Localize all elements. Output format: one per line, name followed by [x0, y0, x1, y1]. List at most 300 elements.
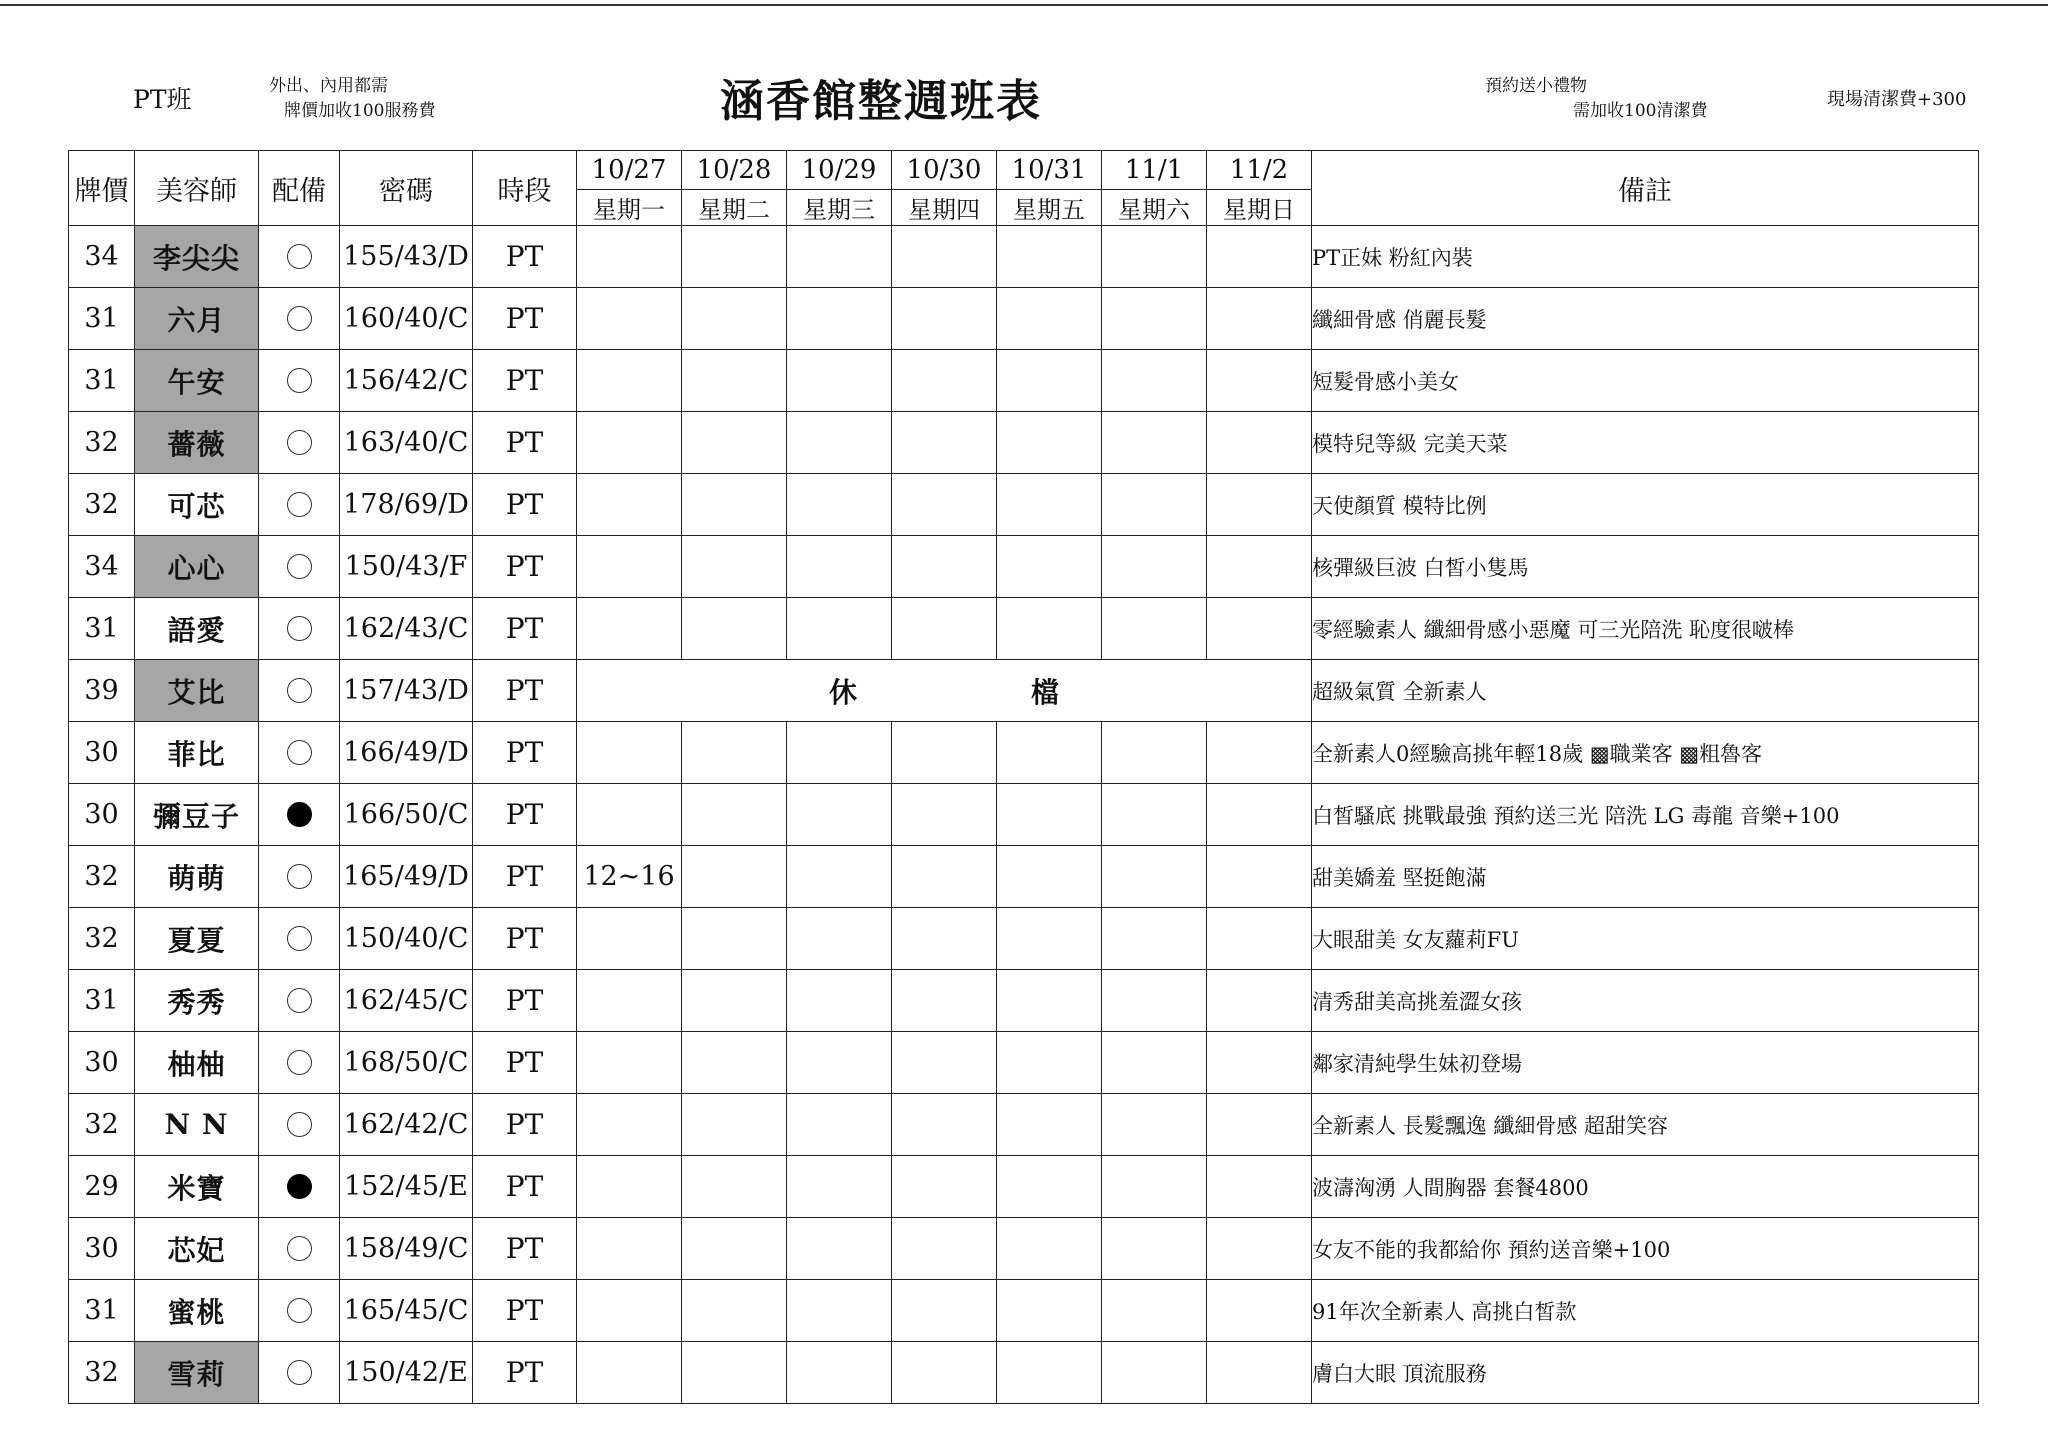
open-circle-icon — [287, 926, 312, 951]
col-header-date: 11/2 — [1207, 151, 1312, 190]
schedule-cell — [892, 970, 997, 1032]
schedule-cell — [577, 536, 682, 598]
code-cell: 165/49/D — [340, 846, 473, 908]
schedule-cell — [1207, 350, 1312, 412]
equip-cell — [259, 350, 340, 412]
code-cell: 150/40/C — [340, 908, 473, 970]
equip-cell — [259, 660, 340, 722]
stylist-name-cell: 六月 — [135, 288, 259, 350]
schedule-cell — [892, 474, 997, 536]
note-cell: 波濤洶湧 人間胸器 套餐4800 — [1312, 1156, 1979, 1218]
price-cell: 32 — [69, 908, 135, 970]
price-cell: 32 — [69, 846, 135, 908]
schedule-cell — [682, 288, 787, 350]
table-row — [69, 660, 1979, 722]
open-circle-icon — [287, 1112, 312, 1137]
rest-label: 檔 — [1031, 675, 1060, 709]
top-border-line — [0, 4, 2048, 6]
stylist-name-cell: 萌萌 — [135, 846, 259, 908]
note-cell: PT正妹 粉紅內裝 — [1312, 226, 1979, 288]
schedule-cell — [892, 412, 997, 474]
stylist-name-cell: N N — [135, 1094, 259, 1156]
code-cell: 163/40/C — [340, 412, 473, 474]
code-cell: 152/45/E — [340, 1156, 473, 1218]
schedule-cell — [997, 1094, 1102, 1156]
schedule-cell — [997, 784, 1102, 846]
col-header-date: 10/28 — [682, 151, 787, 190]
equip-cell — [259, 784, 340, 846]
note-cell: 女友不能的我都給你 預約送音樂+100 — [1312, 1218, 1979, 1280]
open-circle-icon — [287, 1236, 312, 1261]
schedule-cell — [577, 288, 682, 350]
schedule-cell — [577, 1032, 682, 1094]
stylist-name-cell: 芯妃 — [135, 1218, 259, 1280]
equip-cell — [259, 598, 340, 660]
table-row — [69, 1094, 1979, 1156]
schedule-cell — [997, 536, 1102, 598]
schedule-cell: 12~16 — [577, 846, 682, 908]
schedule-cell — [682, 1280, 787, 1342]
note-cell: 鄰家清純學生妹初登場 — [1312, 1032, 1979, 1094]
schedule-cell — [577, 722, 682, 784]
schedule-cell — [997, 1032, 1102, 1094]
schedule-cell — [787, 288, 892, 350]
schedule-cell — [787, 846, 892, 908]
schedule-cell — [787, 1032, 892, 1094]
equip-cell — [259, 1156, 340, 1218]
schedule-cell — [1207, 1032, 1312, 1094]
gift-note-line2: 需加收100清潔費 — [1573, 101, 1708, 121]
code-cell: 155/43/D — [340, 226, 473, 288]
slot-cell: PT — [473, 1094, 577, 1156]
schedule-cell — [892, 226, 997, 288]
price-cell: 39 — [69, 660, 135, 722]
gift-note-line1: 預約送小禮物 — [1485, 76, 1587, 96]
schedule-cell — [577, 970, 682, 1032]
note-cell: 清秀甜美高挑羞澀女孩 — [1312, 970, 1979, 1032]
equip-cell — [259, 474, 340, 536]
slot-cell: PT — [473, 1156, 577, 1218]
schedule-cell — [577, 1156, 682, 1218]
code-cell: 178/69/D — [340, 474, 473, 536]
price-cell: 30 — [69, 1032, 135, 1094]
schedule-cell — [892, 350, 997, 412]
schedule-cell — [682, 908, 787, 970]
schedule-cell — [1102, 1280, 1207, 1342]
schedule-cell — [682, 1032, 787, 1094]
stylist-name-cell: 米寶 — [135, 1156, 259, 1218]
schedule-cell — [1102, 846, 1207, 908]
schedule-cell — [787, 722, 892, 784]
col-header-date: 11/1 — [1102, 151, 1207, 190]
schedule-cell — [892, 908, 997, 970]
schedule-cell — [1207, 908, 1312, 970]
schedule-cell — [1102, 226, 1207, 288]
open-circle-icon — [287, 988, 312, 1013]
table-row — [69, 412, 1979, 474]
open-circle-icon — [287, 1360, 312, 1385]
schedule-cell — [892, 1218, 997, 1280]
open-circle-icon — [287, 244, 312, 269]
schedule-cell — [1102, 722, 1207, 784]
slot-cell: PT — [473, 660, 577, 722]
equip-cell — [259, 846, 340, 908]
col-header-weekday: 星期三 — [787, 190, 892, 226]
schedule-cell — [1102, 970, 1207, 1032]
schedule-cell — [892, 598, 997, 660]
schedule-cell — [682, 536, 787, 598]
roster-body — [69, 226, 1979, 1404]
price-cell: 30 — [69, 784, 135, 846]
price-cell: 31 — [69, 1280, 135, 1342]
table-row — [69, 846, 1979, 908]
note-cell: 超級氣質 全新素人 — [1312, 660, 1979, 722]
schedule-cell — [1207, 536, 1312, 598]
roster-header — [69, 151, 1979, 226]
slot-cell: PT — [473, 846, 577, 908]
open-circle-icon — [287, 492, 312, 517]
equip-cell — [259, 288, 340, 350]
stylist-name-cell: 薔薇 — [135, 412, 259, 474]
col-header-code: 密碼 — [340, 151, 473, 226]
schedule-cell — [997, 598, 1102, 660]
price-cell: 31 — [69, 970, 135, 1032]
note-cell: 膚白大眼 頂流服務 — [1312, 1342, 1979, 1404]
price-cell: 32 — [69, 474, 135, 536]
schedule-cell — [892, 1032, 997, 1094]
price-cell: 31 — [69, 598, 135, 660]
schedule-cell — [1102, 1032, 1207, 1094]
schedule-cell — [997, 474, 1102, 536]
schedule-cell — [997, 970, 1102, 1032]
schedule-cell — [1207, 784, 1312, 846]
schedule-cell — [1207, 846, 1312, 908]
code-cell: 162/43/C — [340, 598, 473, 660]
note-cell: 天使顏質 模特比例 — [1312, 474, 1979, 536]
schedule-cell — [997, 412, 1102, 474]
schedule-cell — [577, 1280, 682, 1342]
stylist-name-cell: 午安 — [135, 350, 259, 412]
table-row — [69, 970, 1979, 1032]
price-cell: 30 — [69, 722, 135, 784]
open-circle-icon — [287, 678, 312, 703]
table-row — [69, 1032, 1979, 1094]
col-header-date: 10/31 — [997, 151, 1102, 190]
schedule-cell — [892, 1156, 997, 1218]
open-circle-icon — [287, 430, 312, 455]
stylist-name-cell: 蜜桃 — [135, 1280, 259, 1342]
schedule-cell — [682, 598, 787, 660]
slot-cell: PT — [473, 1218, 577, 1280]
equip-cell — [259, 1280, 340, 1342]
table-row — [69, 536, 1979, 598]
table-row — [69, 1280, 1979, 1342]
schedule-cell — [682, 1218, 787, 1280]
code-cell: 162/45/C — [340, 970, 473, 1032]
note-cell: 白皙騷底 挑戰最強 預約送三光 陪洗 LG 毒龍 音樂+100 — [1312, 784, 1979, 846]
schedule-cell — [892, 722, 997, 784]
col-header-weekday: 星期一 — [577, 190, 682, 226]
code-cell: 162/42/C — [340, 1094, 473, 1156]
open-circle-icon — [287, 306, 312, 331]
slot-cell: PT — [473, 1342, 577, 1404]
filled-circle-icon — [287, 802, 312, 827]
schedule-cell — [577, 1342, 682, 1404]
schedule-cell — [787, 1094, 892, 1156]
note-cell: 91年次全新素人 高挑白皙款 — [1312, 1280, 1979, 1342]
schedule-cell — [787, 784, 892, 846]
slot-cell: PT — [473, 474, 577, 536]
schedule-cell — [682, 846, 787, 908]
schedule-cell — [682, 350, 787, 412]
schedule-cell — [1102, 412, 1207, 474]
schedule-cell — [892, 288, 997, 350]
schedule-cell — [787, 970, 892, 1032]
table-row — [69, 784, 1979, 846]
schedule-cell — [787, 474, 892, 536]
slot-cell: PT — [473, 1032, 577, 1094]
table-row — [69, 350, 1979, 412]
stylist-name-cell: 艾比 — [135, 660, 259, 722]
note-cell: 核彈級巨波 白皙小隻馬 — [1312, 536, 1979, 598]
schedule-cell — [1207, 288, 1312, 350]
schedule-cell — [1102, 908, 1207, 970]
schedule-cell — [1207, 474, 1312, 536]
outcall-fee-note-line2: 牌價加收100服務費 — [284, 101, 436, 121]
open-circle-icon — [287, 1050, 312, 1075]
weekly-roster-table — [68, 150, 1979, 1404]
schedule-cell — [997, 288, 1102, 350]
table-row — [69, 288, 1979, 350]
schedule-cell — [997, 1280, 1102, 1342]
slot-cell: PT — [473, 908, 577, 970]
table-row — [69, 1218, 1979, 1280]
table-row — [69, 474, 1979, 536]
equip-cell — [259, 412, 340, 474]
schedule-cell — [1102, 1094, 1207, 1156]
schedule-cell — [1102, 1218, 1207, 1280]
stylist-name-cell: 可芯 — [135, 474, 259, 536]
stylist-name-cell: 柚柚 — [135, 1032, 259, 1094]
stylist-name-cell: 彌豆子 — [135, 784, 259, 846]
equip-cell — [259, 536, 340, 598]
schedule-cell — [892, 1094, 997, 1156]
schedule-cell — [1207, 1342, 1312, 1404]
equip-cell — [259, 970, 340, 1032]
code-cell: 156/42/C — [340, 350, 473, 412]
code-cell: 166/49/D — [340, 722, 473, 784]
equip-cell — [259, 226, 340, 288]
price-cell: 32 — [69, 1342, 135, 1404]
code-cell: 157/43/D — [340, 660, 473, 722]
schedule-cell — [892, 1342, 997, 1404]
schedule-cell — [577, 1094, 682, 1156]
note-cell: 全新素人 長髮飄逸 纖細骨感 超甜笑容 — [1312, 1094, 1979, 1156]
schedule-cell — [892, 846, 997, 908]
price-cell: 34 — [69, 226, 135, 288]
schedule-cell — [682, 1156, 787, 1218]
note-cell: 模特兒等級 完美天菜 — [1312, 412, 1979, 474]
table-row — [69, 722, 1979, 784]
outcall-fee-note-line1: 外出、內用都需 — [269, 76, 388, 96]
col-header-date: 10/30 — [892, 151, 997, 190]
schedule-cell — [997, 1156, 1102, 1218]
schedule-cell — [682, 412, 787, 474]
note-cell: 全新素人0經驗高挑年輕18歲 ▩職業客 ▩粗魯客 — [1312, 722, 1979, 784]
slot-cell: PT — [473, 598, 577, 660]
note-cell: 大眼甜美 女友蘿莉FU — [1312, 908, 1979, 970]
slot-cell: PT — [473, 722, 577, 784]
schedule-cell — [997, 846, 1102, 908]
open-circle-icon — [287, 368, 312, 393]
schedule-cell — [577, 412, 682, 474]
slot-cell: PT — [473, 970, 577, 1032]
price-cell: 34 — [69, 536, 135, 598]
schedule-cell — [787, 350, 892, 412]
stylist-name-cell: 夏夏 — [135, 908, 259, 970]
schedule-cell — [997, 908, 1102, 970]
stylist-name-cell: 李尖尖 — [135, 226, 259, 288]
note-cell: 零經驗素人 纖細骨感小惡魔 可三光陪洗 恥度很啵棒 — [1312, 598, 1979, 660]
stylist-name-cell: 雪莉 — [135, 1342, 259, 1404]
schedule-cell — [997, 1218, 1102, 1280]
schedule-cell — [682, 1094, 787, 1156]
code-cell: 166/50/C — [340, 784, 473, 846]
code-cell: 160/40/C — [340, 288, 473, 350]
equip-cell — [259, 1218, 340, 1280]
table-row — [69, 1156, 1979, 1218]
rest-label: 休 — [828, 675, 857, 709]
schedule-cell — [787, 598, 892, 660]
schedule-cell — [892, 1280, 997, 1342]
price-cell: 31 — [69, 288, 135, 350]
open-circle-icon — [287, 740, 312, 765]
table-row — [69, 598, 1979, 660]
schedule-cell — [1102, 784, 1207, 846]
schedule-cell — [1102, 598, 1207, 660]
schedule-cell — [787, 412, 892, 474]
price-cell: 31 — [69, 350, 135, 412]
slot-cell: PT — [473, 1280, 577, 1342]
price-cell: 32 — [69, 412, 135, 474]
schedule-cell — [682, 784, 787, 846]
col-header-weekday: 星期五 — [997, 190, 1102, 226]
schedule-cell — [682, 1342, 787, 1404]
schedule-cell — [997, 350, 1102, 412]
slot-cell: PT — [473, 288, 577, 350]
price-cell: 30 — [69, 1218, 135, 1280]
schedule-cell — [1207, 1156, 1312, 1218]
schedule-cell — [787, 1280, 892, 1342]
schedule-cell — [577, 908, 682, 970]
equip-cell — [259, 1094, 340, 1156]
col-header-slot: 時段 — [473, 151, 577, 226]
schedule-cell — [577, 474, 682, 536]
open-circle-icon — [287, 864, 312, 889]
schedule-cell — [1207, 1094, 1312, 1156]
note-cell: 短髮骨感小美女 — [1312, 350, 1979, 412]
schedule-cell — [577, 350, 682, 412]
schedule-cell — [787, 1342, 892, 1404]
schedule-cell — [1102, 1156, 1207, 1218]
table-row — [69, 226, 1979, 288]
rest-cell — [577, 660, 1312, 722]
col-header-weekday: 星期二 — [682, 190, 787, 226]
note-cell: 纖細骨感 俏麗長髮 — [1312, 288, 1979, 350]
open-circle-icon — [287, 616, 312, 641]
equip-cell — [259, 1342, 340, 1404]
schedule-cell — [577, 784, 682, 846]
schedule-cell — [1102, 350, 1207, 412]
col-header-equip: 配備 — [259, 151, 340, 226]
stylist-name-cell: 秀秀 — [135, 970, 259, 1032]
schedule-cell — [997, 1342, 1102, 1404]
schedule-cell — [682, 474, 787, 536]
open-circle-icon — [287, 1298, 312, 1323]
schedule-cell — [1207, 226, 1312, 288]
schedule-cell — [892, 784, 997, 846]
schedule-cell — [787, 1156, 892, 1218]
schedule-cell — [1207, 412, 1312, 474]
table-row — [69, 1342, 1979, 1404]
page-title: 涵香館整週班表 — [720, 76, 1042, 127]
col-header-date: 10/29 — [787, 151, 892, 190]
schedule-cell — [787, 908, 892, 970]
note-cell: 甜美嬌羞 堅挺飽滿 — [1312, 846, 1979, 908]
schedule-cell — [1102, 536, 1207, 598]
stylist-name-cell: 心心 — [135, 536, 259, 598]
schedule-cell — [1207, 1218, 1312, 1280]
col-header-date: 10/27 — [577, 151, 682, 190]
slot-cell: PT — [473, 784, 577, 846]
col-header-name: 美容師 — [135, 151, 259, 226]
schedule-cell — [787, 1218, 892, 1280]
schedule-cell — [1102, 288, 1207, 350]
schedule-cell — [682, 970, 787, 1032]
schedule-cell — [1207, 722, 1312, 784]
table-row — [69, 908, 1979, 970]
slot-cell: PT — [473, 412, 577, 474]
col-header-weekday: 星期日 — [1207, 190, 1312, 226]
equip-cell — [259, 908, 340, 970]
schedule-cell — [682, 226, 787, 288]
equip-cell — [259, 722, 340, 784]
schedule-cell — [892, 536, 997, 598]
open-circle-icon — [287, 554, 312, 579]
schedule-cell — [1207, 1280, 1312, 1342]
slot-cell: PT — [473, 350, 577, 412]
schedule-cell — [577, 1218, 682, 1280]
schedule-cell — [682, 722, 787, 784]
price-cell: 32 — [69, 1094, 135, 1156]
filled-circle-icon — [287, 1174, 312, 1199]
col-header-weekday: 星期六 — [1102, 190, 1207, 226]
price-cell: 29 — [69, 1156, 135, 1218]
stylist-name-cell: 菲比 — [135, 722, 259, 784]
class-label: PT班 — [133, 85, 192, 114]
col-header-price: 牌價 — [69, 151, 135, 226]
col-header-note: 備註 — [1312, 151, 1979, 226]
schedule-cell — [787, 536, 892, 598]
schedule-cell — [1102, 474, 1207, 536]
schedule-cell — [1207, 970, 1312, 1032]
col-header-weekday: 星期四 — [892, 190, 997, 226]
schedule-cell — [1102, 1342, 1207, 1404]
schedule-cell — [787, 226, 892, 288]
slot-cell: PT — [473, 226, 577, 288]
code-cell: 165/45/C — [340, 1280, 473, 1342]
code-cell: 150/42/E — [340, 1342, 473, 1404]
